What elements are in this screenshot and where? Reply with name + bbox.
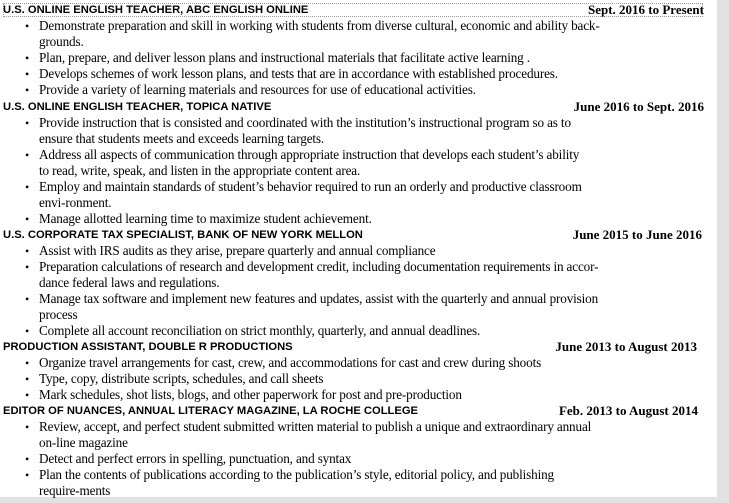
bullet-icon: • — [25, 212, 30, 226]
bullet-icon: • — [25, 244, 30, 258]
bullet-text: Type, copy, distribute scripts, schedules, and call sheets — [39, 371, 324, 386]
bullet-continuation — [0, 163, 729, 179]
bullet-icon: • — [25, 67, 30, 81]
bullet-icon: • — [25, 468, 30, 482]
bullet-text: on-line magazine — [39, 435, 128, 450]
bullet-item — [0, 259, 729, 275]
bullet-text: Assist with IRS audits as they arise, prepare quarterly and annual compliance — [39, 243, 436, 258]
bullet-text: Demonstrate preparation and skill in working with students from diverse cultural, economic and ability back- — [39, 18, 600, 33]
job-dates: June 2016 to Sept. 2016 — [573, 99, 704, 114]
bullet-icon: • — [25, 452, 30, 466]
bullet-item — [0, 243, 729, 259]
bullet-text: Address all aspects of communication through appropriate instruction that develops each student’s ability — [39, 147, 580, 162]
bullet-text: Detect and perfect errors in spelling, punctuation, and syntax — [39, 451, 352, 466]
bullet-item — [0, 467, 729, 483]
bullet-item — [0, 371, 729, 387]
job-header — [3, 227, 729, 243]
bullet-icon: • — [25, 388, 30, 402]
bullet-text: Manage allotted learning time to maximize student achievement. — [39, 211, 372, 226]
bullet-text: Plan, prepare, and deliver lesson plans and instructional materials that facilitate active learning . — [39, 50, 530, 65]
job-header — [3, 99, 729, 115]
job-title: U.S. ONLINE ENGLISH TEACHER, ABC ENGLISH ONLINE — [3, 4, 309, 16]
bullet-item — [0, 419, 729, 435]
bullet-text: dance federal laws and regulations. — [39, 275, 220, 290]
bullet-text: Employ and maintain standards of student’s behavior required to run an orderly and productive classroom — [39, 179, 582, 194]
bullet-icon: • — [25, 83, 30, 97]
bullet-icon: • — [25, 180, 30, 194]
bullet-text: ensure that students meets and exceeds learning targets. — [39, 131, 325, 146]
bullet-item — [0, 451, 729, 467]
bullet-text: Plan the contents of publications according to the publication’s style, editorial policy, and publishing — [39, 467, 554, 482]
bullet-icon: • — [25, 260, 30, 274]
bullet-item — [0, 18, 729, 34]
job-title: U.S. ONLINE ENGLISH TEACHER, TOPICA NATIVE — [3, 101, 272, 113]
bullet-continuation — [0, 307, 729, 323]
job-title: U.S. CORPORATE TAX SPECIALIST, BANK OF NEW YORK MELLON — [3, 229, 363, 241]
bullet-item — [0, 66, 729, 82]
bullet-continuation — [0, 34, 729, 50]
bullet-text: envi-ronment. — [39, 195, 112, 210]
bullet-text: Mark schedules, shot lists, blogs, and other paperwork for post and pre-production — [39, 387, 462, 402]
bullet-continuation — [0, 131, 729, 147]
bullet-item — [0, 115, 729, 131]
bullet-icon: • — [25, 420, 30, 434]
bullet-text: require-ments — [39, 483, 111, 498]
bullet-continuation — [0, 483, 729, 499]
bullet-item — [0, 355, 729, 371]
bullet-text: Manage tax software and implement new features and updates, assist with the quarterly and annual provision — [39, 291, 599, 306]
bullet-icon: • — [25, 19, 30, 33]
bullet-item — [0, 323, 729, 339]
bullet-item — [0, 147, 729, 163]
bullet-item — [0, 387, 729, 403]
bullet-item — [0, 211, 729, 227]
job-dates: Sept. 2016 to Present — [587, 2, 704, 17]
job-header — [3, 2, 729, 18]
bullet-text: Develops schemes of work lesson plans, and tests that are in accordance with established procedures. — [39, 66, 558, 81]
bullet-item — [0, 50, 729, 66]
bullet-text: Provide instruction that is consisted and coordinated with the institution’s instructional program so as to — [39, 115, 571, 130]
job-dates: June 2015 to June 2016 — [572, 227, 702, 242]
bullet-item — [0, 179, 729, 195]
bullet-text: process — [39, 307, 78, 322]
bullet-item — [0, 291, 729, 307]
bullet-text: Provide a variety of learning materials and resources for use of educational activities. — [39, 82, 476, 97]
job-title: PRODUCTION ASSISTANT, DOUBLE R PRODUCTIONS — [3, 341, 293, 353]
bullet-text: Review, accept, and perfect student submitted written material to publish a unique and extraordinary annual — [39, 419, 592, 434]
bullet-icon: • — [25, 51, 30, 65]
bullet-text: Complete all account reconciliation on strict monthly, quarterly, and annual deadlines. — [39, 323, 481, 338]
bullet-text: to read, write, speak, and listen in the appropriate content area. — [39, 163, 361, 178]
bullet-icon: • — [25, 116, 30, 130]
bullet-icon: • — [25, 356, 30, 370]
job-header — [3, 403, 729, 419]
bullet-continuation — [0, 435, 729, 451]
job-dates: June 2013 to August 2013 — [555, 339, 697, 354]
bullet-text: grounds. — [39, 34, 84, 49]
bullet-icon: • — [25, 148, 30, 162]
bullet-continuation — [0, 195, 729, 211]
job-title: EDITOR OF NUANCES, ANNUAL LITERACY MAGAZINE, LA ROCHE COLLEGE — [3, 405, 418, 417]
bullet-icon: • — [25, 324, 30, 338]
bullet-continuation — [0, 275, 729, 291]
bullet-icon: • — [25, 372, 30, 386]
job-header — [3, 339, 729, 355]
bullet-text: Organize travel arrangements for cast, crew, and accommodations for cast and crew during shoots — [39, 355, 542, 370]
bullet-item — [0, 82, 729, 98]
bullet-icon: • — [25, 292, 30, 306]
job-dates: Feb. 2013 to August 2014 — [558, 403, 698, 418]
bullet-text: Preparation calculations of research and development credit, including documentation requirements in accor- — [39, 259, 599, 274]
